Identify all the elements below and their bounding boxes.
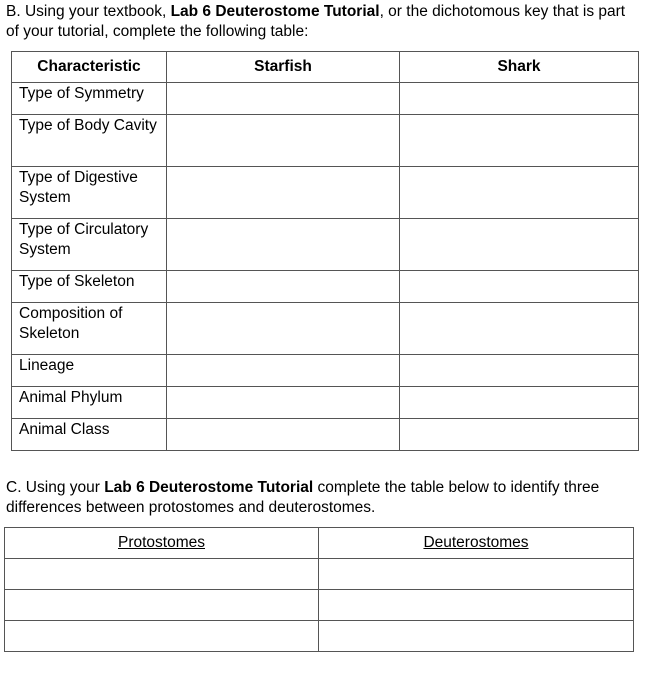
table-row: [5, 590, 634, 621]
shark-class-cell[interactable]: [400, 419, 639, 451]
row-label-body-cavity: Type of Body Cavity: [12, 115, 167, 167]
row-label-lineage: Lineage: [12, 355, 167, 387]
row-label-circulatory-system: Type of Circulatory System: [12, 219, 167, 271]
table-row: [12, 387, 639, 419]
starfish-symmetry-cell[interactable]: [167, 83, 400, 115]
row-label-digestive-system: Type of Digestive System: [12, 167, 167, 219]
section-b-instructions: [6, 2, 642, 42]
table-row: [5, 559, 634, 590]
characteristics-header-row: [12, 52, 639, 83]
row-label-skeleton-composition: Composition of Skeleton: [12, 303, 167, 355]
shark-body-cavity-cell[interactable]: [400, 115, 639, 167]
row-label-symmetry: Type of Symmetry: [12, 83, 167, 115]
section-b-intro-suffix: , or the dichotomous key that is part of your tutorial, complete the following table:: [6, 3, 626, 40]
section-c-intro-prefix: C. Using your: [6, 479, 105, 496]
shark-skeleton-composition-cell[interactable]: [400, 303, 639, 355]
table-row: [12, 303, 639, 355]
table-row: [12, 83, 639, 115]
row-label-class: Animal Class: [12, 419, 167, 451]
section-b-intro-bold: Lab 6 Deuterostome Tutorial: [170, 3, 380, 20]
header-characteristic: Characteristic: [12, 52, 167, 83]
starfish-skeleton-composition-cell[interactable]: [167, 303, 400, 355]
protostome-difference-1-cell[interactable]: [5, 559, 319, 590]
shark-circulatory-system-cell[interactable]: [400, 219, 639, 271]
header-shark: Shark: [400, 52, 639, 83]
shark-digestive-system-cell[interactable]: [400, 167, 639, 219]
section-b-intro-prefix: B. Using your textbook,: [6, 3, 171, 20]
table-row: [12, 355, 639, 387]
shark-phylum-cell[interactable]: [400, 387, 639, 419]
deuterostome-difference-2-cell[interactable]: [319, 590, 634, 621]
differences-table: [4, 527, 634, 652]
starfish-class-cell[interactable]: [167, 419, 400, 451]
header-protostomes-label: Protostomes: [117, 534, 205, 551]
differences-header-row: [5, 528, 634, 559]
table-row: [12, 167, 639, 219]
table-row: [12, 219, 639, 271]
table-row: [5, 621, 634, 652]
starfish-lineage-cell[interactable]: [167, 355, 400, 387]
section-c-instructions: [6, 478, 642, 518]
section-c-intro-bold: Lab 6 Deuterostome Tutorial: [104, 479, 314, 496]
deuterostome-difference-1-cell[interactable]: [319, 559, 634, 590]
starfish-phylum-cell[interactable]: [167, 387, 400, 419]
row-label-phylum: Animal Phylum: [12, 387, 167, 419]
table-row: [12, 115, 639, 167]
shark-skeleton-cell[interactable]: [400, 271, 639, 303]
starfish-body-cavity-cell[interactable]: [167, 115, 400, 167]
header-starfish: Starfish: [167, 52, 400, 83]
starfish-skeleton-cell[interactable]: [167, 271, 400, 303]
header-deuterostomes-label: Deuterostomes: [423, 534, 529, 551]
header-deuterostomes: [319, 528, 634, 559]
header-protostomes: [5, 528, 319, 559]
table-row: [12, 271, 639, 303]
starfish-digestive-system-cell[interactable]: [167, 167, 400, 219]
characteristics-table: [11, 51, 639, 451]
section-c-intro-suffix: complete the table below to identify three differences between protostomes and deuterostomes.: [6, 479, 600, 516]
shark-lineage-cell[interactable]: [400, 355, 639, 387]
table-row: [12, 419, 639, 451]
row-label-skeleton: Type of Skeleton: [12, 271, 167, 303]
protostome-difference-2-cell[interactable]: [5, 590, 319, 621]
protostome-difference-3-cell[interactable]: [5, 621, 319, 652]
deuterostome-difference-3-cell[interactable]: [319, 621, 634, 652]
starfish-circulatory-system-cell[interactable]: [167, 219, 400, 271]
shark-symmetry-cell[interactable]: [400, 83, 639, 115]
